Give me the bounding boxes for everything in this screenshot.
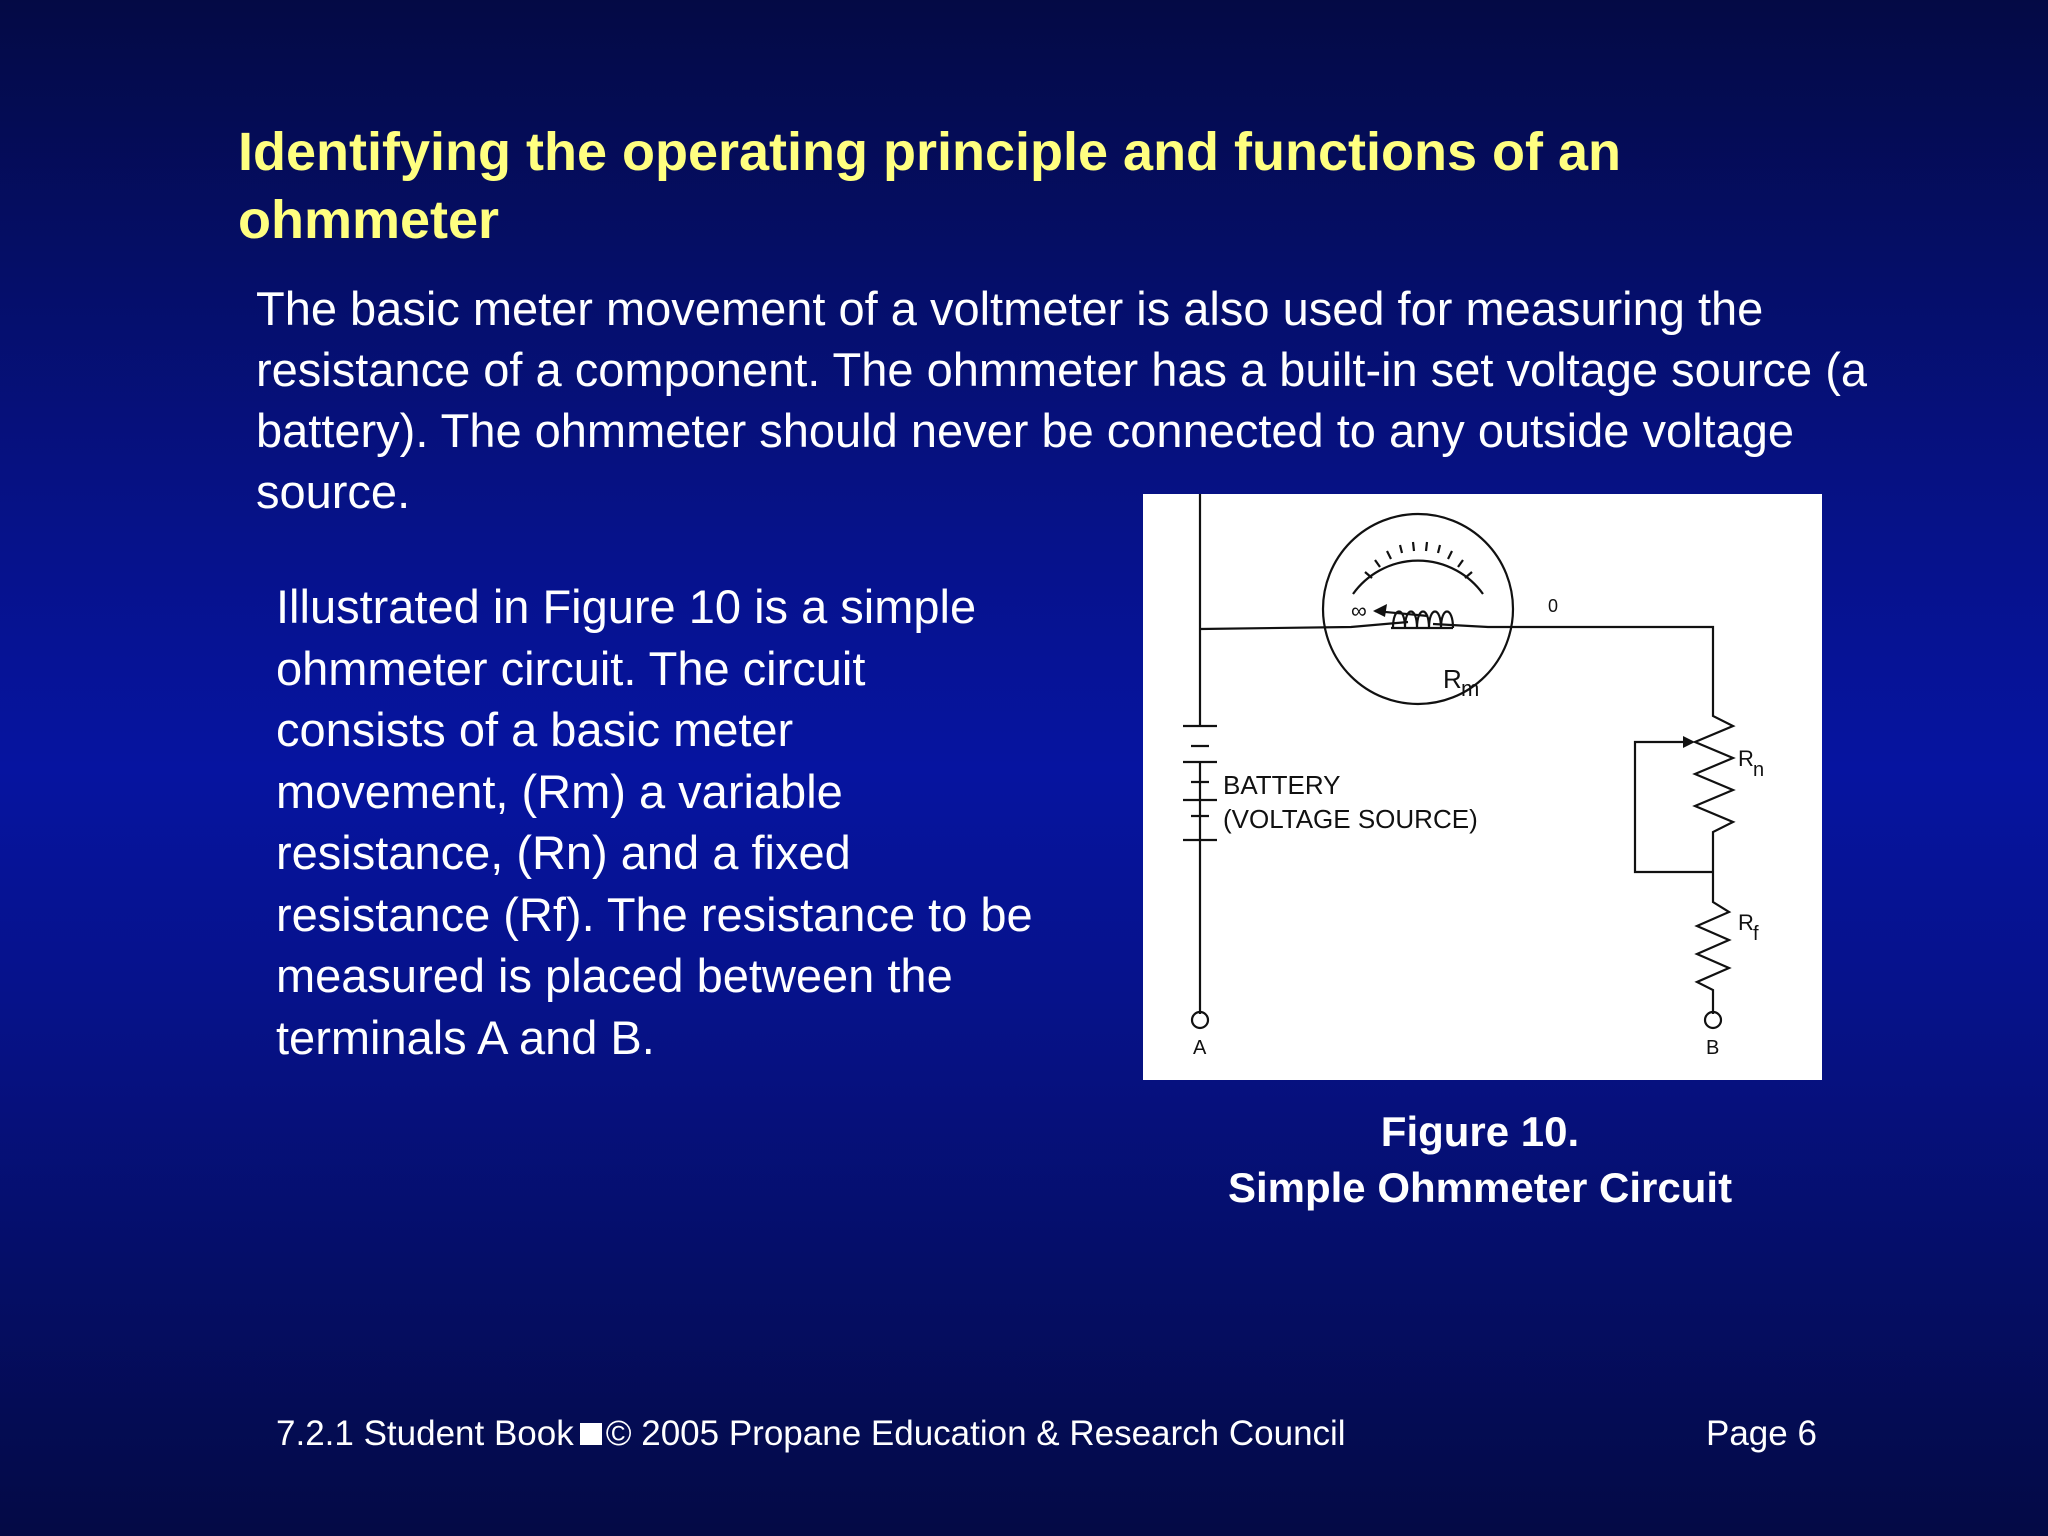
battery-label: BATTERY [1223, 770, 1341, 800]
rn-bypass-wire [1635, 742, 1713, 872]
figure-caption-title: Simple Ohmmeter Circuit [1227, 1164, 1733, 1211]
terminal-b-circle [1705, 1012, 1721, 1028]
rm-subscript: m [1461, 676, 1480, 701]
rn-resistor [1695, 704, 1733, 872]
footer-copyright: © 2005 Propane Education & Research Council [605, 1414, 1346, 1453]
square-bullet-icon [580, 1423, 602, 1445]
rf-resistor [1697, 872, 1729, 1014]
slide-title: Identifying the operating principle and functions of an ohmmeter [238, 122, 1622, 250]
rf-label: R [1738, 910, 1754, 935]
ohmmeter-circuit-figure [1143, 494, 1822, 1080]
page-number: Page 6 [1706, 1414, 1817, 1453]
zero-mark: 0 [1548, 596, 1559, 616]
rm-label: R [1443, 664, 1462, 694]
intro-paragraph: The basic meter movement of a voltmeter is also used for measuring the resistance of a component. The ohmmeter has a built-in set voltage source (a battery). The ohmmeter should never be connected to any outside voltage source. [256, 282, 1868, 518]
figure-caption-number: Figure 10. [1380, 1108, 1580, 1155]
footer-book: 7.2.1 Student Book [276, 1414, 574, 1453]
voltage-source-label: (VOLTAGE SOURCE) [1223, 804, 1478, 834]
terminal-a-label: A [1193, 1037, 1207, 1059]
rn-wiper-arrow [1683, 736, 1695, 748]
circuit-diagram [1143, 494, 1822, 1080]
rf-subscript: f [1753, 923, 1759, 945]
rn-subscript: n [1753, 759, 1765, 781]
terminal-a-circle [1192, 1012, 1208, 1028]
figure-description: Illustrated in Figure 10 is a simple ohmmeter circuit. The circuit consists of a basic meter movement, (Rm) a variable resistance, (Rn) and a fixed resistance (Rf). The resistance to be measured is placed between the terminals A and B. [276, 580, 1033, 1064]
footer-credit [276, 1412, 1346, 1456]
needle-arrow [1373, 604, 1387, 617]
terminal-b-label: B [1706, 1037, 1720, 1059]
figure-caption [1130, 1104, 1830, 1216]
infinity-mark: ∞ [1351, 598, 1367, 623]
rn-label: R [1738, 746, 1754, 771]
